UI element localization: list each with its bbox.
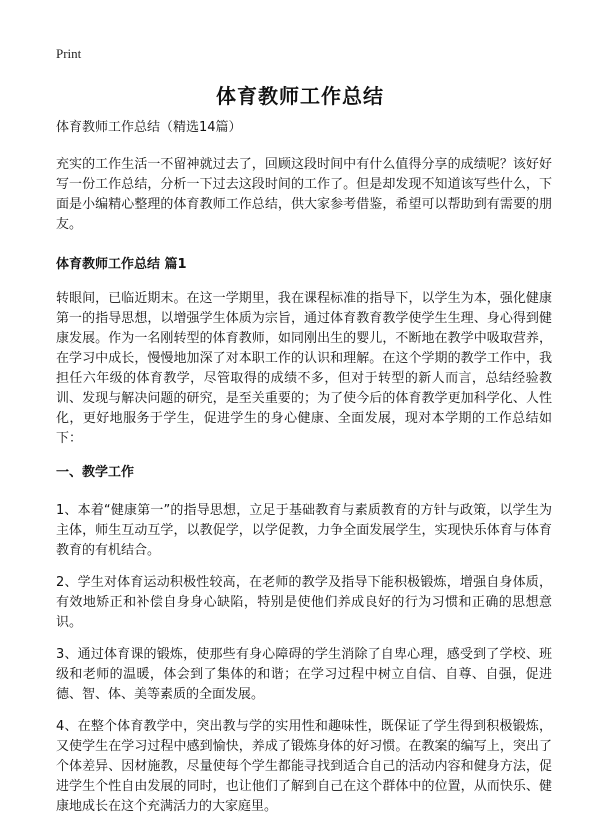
list-item: 4、在整个体育教学中，突出教与学的实用性和趣味性，既保证了学生得到积极锻炼，又使学生在学习过程中感到愉快，养成了锻炼身体的好习惯。在教案的编写上，突出了个体差异、因材施教，尽量使每个学生都能寻找到适合自己的活动内容和健身方法，促进学生个性自由发展的同时，也让他们了解到自己在这个群体中的位置，从而快乐、健康地成长在这个充满活力的大家庭里。 <box>56 719 552 814</box>
intro-paragraph: 充实的工作生活一不留神就过去了，回顾这段时间中有什么值得分享的成绩呢？该好好写一份工作总结，分析一下过去这段时间的工作了。但是却发现不知道该写些什么，下面是小编精心整理的体育教师工作总结，供大家参考借鉴，希望可以帮助到有需要的朋友。 <box>56 157 552 232</box>
list-item: 2、学生对体育运动积极性较高，在老师的教学及指导下能积极锻炼，增强自身体质，有效地矫正和补偿自身身心缺陷，特别是使他们养成良好的行为习惯和正确的思想意识。 <box>56 575 552 630</box>
print-link[interactable]: Print <box>56 46 82 61</box>
list-item: 1、本着“健康第一”的指导思想，立足于基础教育与素质教育的方针与政策，以学生为主体，师生互动互学，以教促学，以学促教，力争全面发展学生，实现快乐体育与体育教育的有机结合。 <box>56 503 552 558</box>
opening-paragraph: 转眼间，已临近期末。在这一学期里，我在课程标准的指导下，以学生为本，强化健康第一的指导思想，以增强学生体质为宗旨，通过体育教育教学使学生生理、身心得到健康发展。作为一名刚转型的体育教师，如同刚出生的婴儿，不断地在教学中吸取营养，在学习中成长，慢慢地加深了对本职工作的认识和理解。在这个学期的教学工作中，我担任六年级的体育教学，尽管取得的成绩不多，但对于转型的新人而言，总结经验教训、发现与解决问题的研究，是至关重要的；为了使今后的体育教学更加科学化、人性化，更好地服务于学生，促进学生的身心健康、全面发展，现对本学期的工作总结如下： <box>56 291 552 446</box>
document-subtitle: 体育教师工作总结（精选14篇） <box>56 120 242 135</box>
report-heading: 体育教师工作总结 篇1 <box>56 257 187 272</box>
document-body <box>56 118 552 829</box>
list-item: 3、通过体育课的锻炼，使那些有身心障碍的学生消除了自卑心理，感受到了学校、班级和老师的温暖，体会到了集体的和谐；在学习过程中树立自信、自尊、自强，促进德、智、体、美等素质的全面发展。 <box>56 647 552 702</box>
section-heading: 一、教学工作 <box>56 465 135 480</box>
document-title: 体育教师工作总结 <box>216 84 384 108</box>
